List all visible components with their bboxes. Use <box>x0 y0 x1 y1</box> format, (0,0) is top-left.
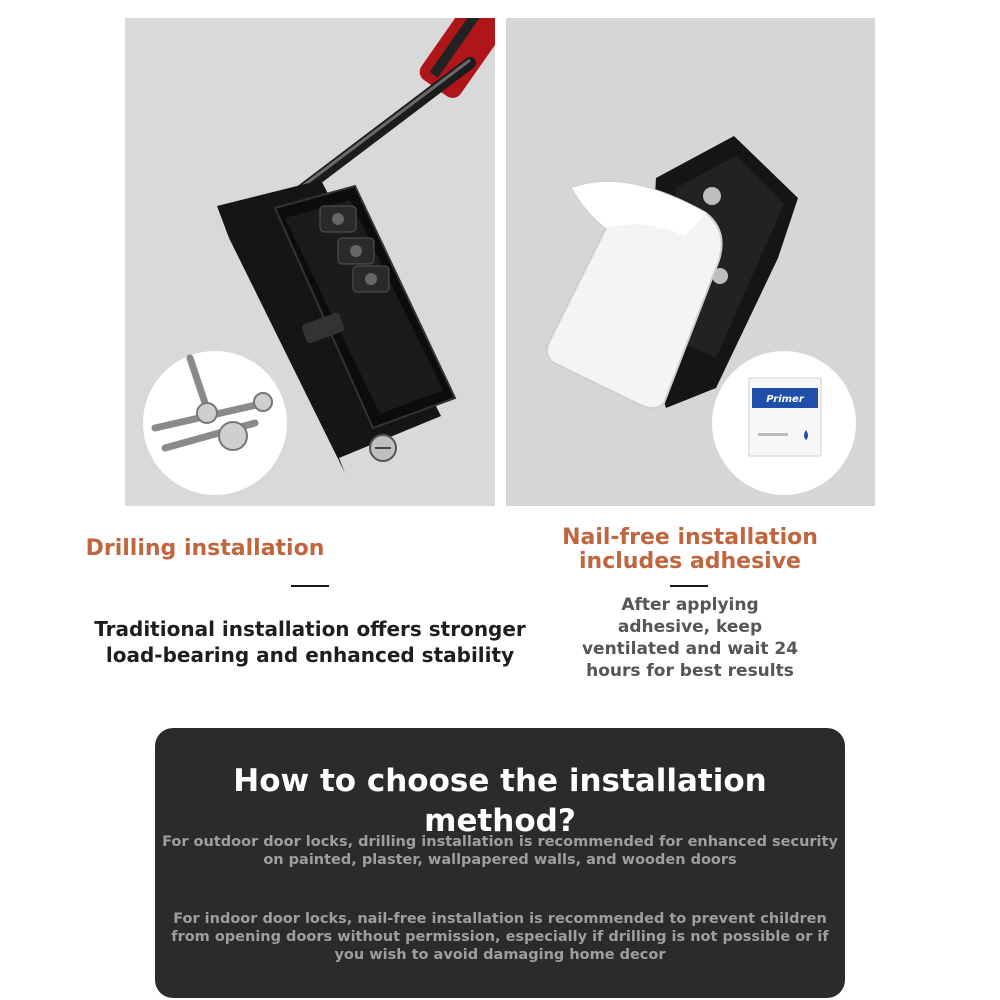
drilling-installation-heading: Drilling installation <box>85 536 325 561</box>
screws-icon <box>143 351 287 495</box>
outdoor-recommendation <box>155 833 845 869</box>
indoor-line-3: you wish to avoid damaging home decor <box>334 947 666 963</box>
indoor-line-2: from opening doors without permission, especially if drilling is not possible or if <box>171 929 829 945</box>
drilling-installation-description <box>60 616 560 668</box>
nail-free-installation-image <box>506 18 875 506</box>
primer-packet-icon <box>712 351 856 495</box>
installation-guide-box <box>155 728 845 998</box>
nail-free-description-line-2: adhesive, keep <box>617 617 763 637</box>
outdoor-line-1: For outdoor door locks, drilling installation is recommended for enhanced security <box>162 834 838 850</box>
guide-title: How to choose the installation method? <box>233 763 767 839</box>
nail-free-description-line-3: ventilated and wait 24 <box>581 639 799 659</box>
divider <box>291 585 329 587</box>
indoor-recommendation <box>155 910 845 964</box>
screwdriver-icon <box>285 18 495 203</box>
nail-free-heading-line-2: includes adhesive <box>579 549 801 574</box>
indoor-line-1: For indoor door locks, nail-free installation is recommended to prevent children <box>173 911 827 927</box>
nail-free-description-line-4: hours for best results <box>586 661 794 681</box>
primer-label: Primer <box>766 394 804 405</box>
drilling-description-line-1: Traditional installation offers stronger <box>94 617 526 641</box>
divider <box>670 585 708 587</box>
nail-free-heading-line-1: Nail-free installation <box>562 525 818 550</box>
nail-free-description-line-1: After applying <box>621 595 759 615</box>
outdoor-line-2: on painted, plaster, wallpapered walls, and wooden doors <box>263 852 737 868</box>
nail-free-installation-description <box>560 594 820 682</box>
drilling-description-line-2: load-bearing and enhanced stability <box>105 643 515 667</box>
drilling-installation-image <box>125 18 495 506</box>
nail-free-installation-heading <box>540 526 840 574</box>
